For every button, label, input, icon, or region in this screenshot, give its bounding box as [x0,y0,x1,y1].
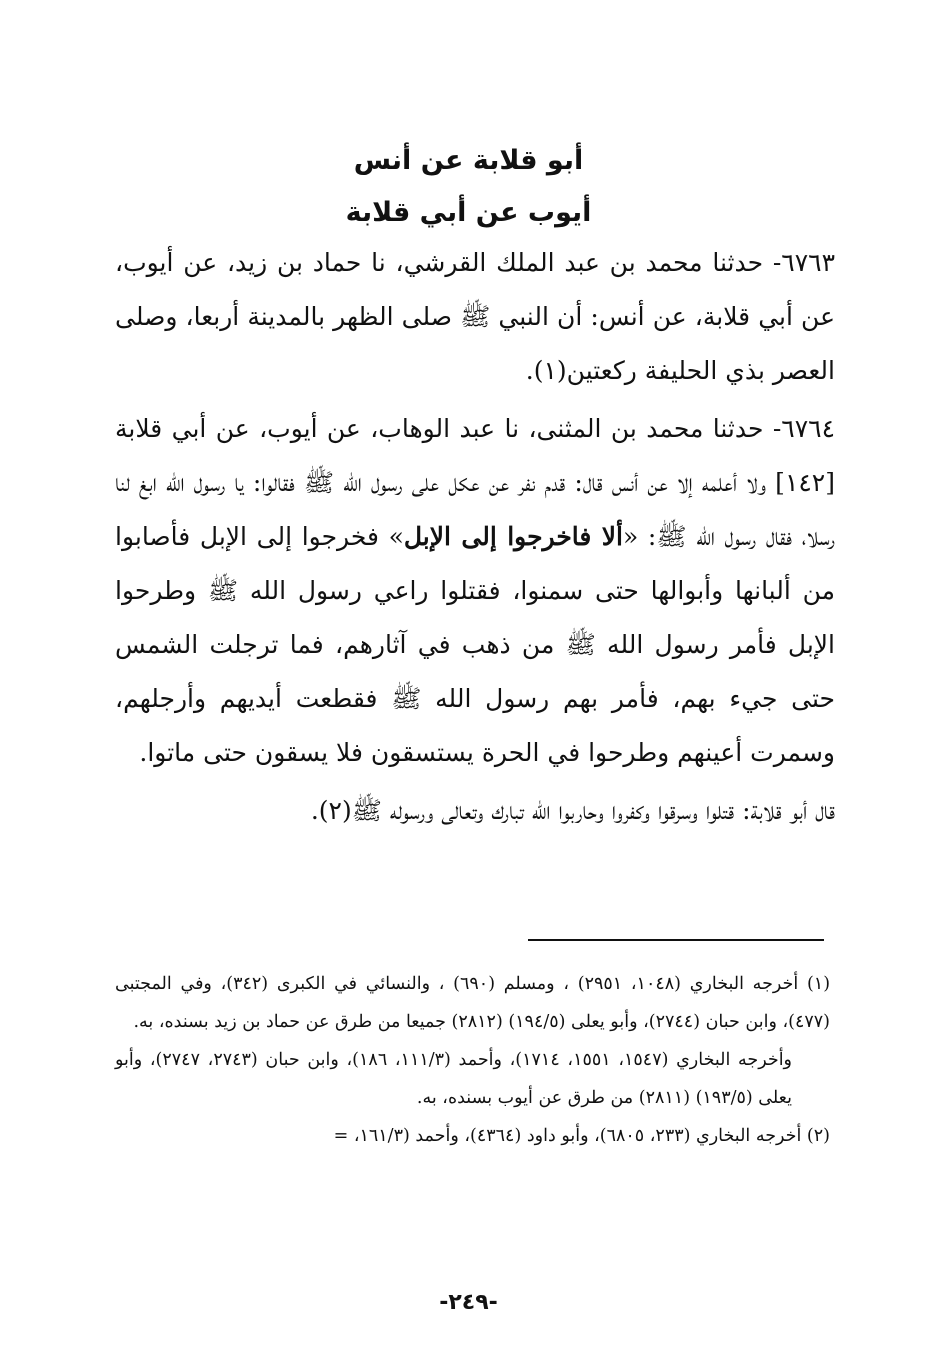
hadith-6764-text-b: » فخرجوا إلى الإبل فأصابوا من ألبانها وأبوالها حتى سمنوا، فقتلوا راعي رسول الله ﷺ وطرحوا الإبل فأمر رسول الله ﷺ من ذهب في آثارهم، فما ترجلت الشمس حتى جيء بهم، فأمر بهم رسول الله ﷺ فقطعت أيديهم وأرجلهم، وسمرت أعينهم وطرحوا في الحرة يستسقون فلا يسقون حتى ماتوا. [115,522,835,767]
footnote-1-continued: وأخرجه البخاري (١٥٤٧، ١٥٥١، ١٧١٤)، وأحمد (١١١/٣، ١٨٦)، وابن حبان (٢٧٤٣، ٢٧٤٧)، وأبو يعلى (١٩٣/٥) (٢٨١١) من طرق عن أيوب بسنده، به. [115,1050,793,1108]
hadith-6764 [115,402,835,780]
chapter-headings [0,135,937,239]
heading-narrator-chain-1: أبو قلابة عن أنس [353,145,584,176]
hadith-6763: ٦٧٦٣- حدثنا محمد بن عبد الملك القرشي، نا حماد بن زيد، عن أيوب، عن أبي قلابة، عن أنس: أن النبي ﷺ صلى الظهر بالمدينة أربعا، وصلى العصر بذي الحليفة ركعتين(١). [115,248,835,385]
abu-qilaba-comment: قال أبو قلابة: قتلوا وسرقوا وكفروا وحاربوا الله تبارك وتعالى ورسوله ﷺ(٢). [310,796,835,825]
hadith-6764-text-a: ٦٧٦٤- حدثنا محمد بن المثنى، نا عبد الوهاب، عن أيوب، عن أبي قلابة [١٤٢] ولا أعلمه إلا عن أنس قال: قدم نفر عن عكل على رسول الله ﷺ فقالوا: يا رسول الله ابغ لنا رسلا، فقال رسول الله ﷺ: « [115,414,835,551]
main-text [115,236,835,838]
footnote-separator [528,939,824,941]
page-number: -٢٤٩- [439,1290,498,1315]
footnote-1: (١) أخرجه البخاري (١٠٤٨، ٢٩٥١) ، ومسلم (٦٩٠) ، والنسائي في الكبرى (٣٤٢)، وفي المجتبى (٤٧٧)، وابن حبان (٢٧٤٤)، وأبو يعلى (١٩٤/٥) (٢٨١٢) جميعا من طرق عن حماد بن زيد بسنده، به. [115,974,831,1032]
heading-narrator-chain-2: أيوب عن أبي قلابة [345,197,592,228]
footnote-2: (٢) أخرجه البخاري (٢٣٣، ٦٨٠٥)، وأبو داود (٤٣٦٤)، وأحمد (١٦١/٣، = [333,1126,830,1146]
hadith-6764-quote: ألا فاخرجوا إلى الإبل [403,522,623,551]
footnotes [115,965,830,1155]
